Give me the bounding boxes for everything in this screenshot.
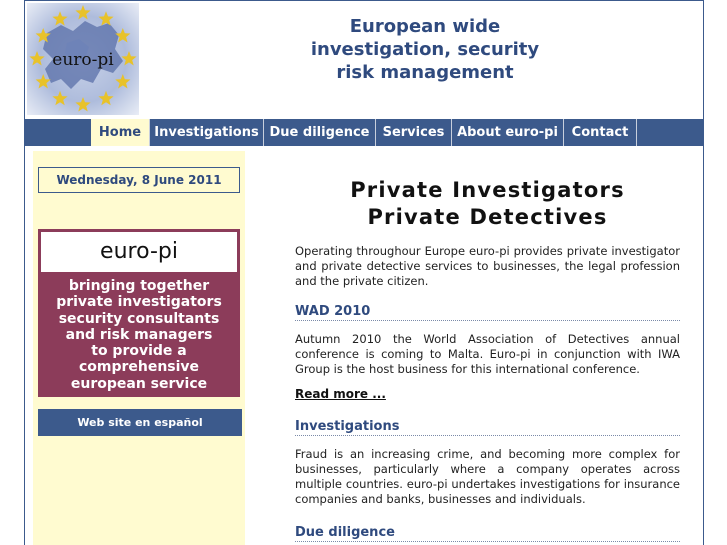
spanish-site-link[interactable]: Web site en español — [38, 409, 242, 436]
section-heading-investigations[interactable]: Investigations — [295, 419, 680, 436]
star-icon — [115, 28, 130, 43]
euro-pi-logo[interactable] — [27, 3, 139, 115]
star-icon — [36, 74, 51, 89]
promo-text — [38, 278, 240, 392]
main-nav — [25, 119, 703, 146]
star-icon — [75, 5, 90, 20]
section-heading-due-diligence[interactable]: Due diligence — [295, 525, 680, 542]
section-text-investigations: Fraud is an increasing crime, and becoming more complex for businesses, particularly where a company operates across multiple countries. euro-pi undertakes investigations for insurance companies and banks, businesses and individuals. — [295, 447, 680, 506]
promo-line: security consultants — [58, 310, 220, 327]
star-icon — [52, 11, 67, 25]
promo-box — [38, 229, 240, 397]
tagline-line: investigation, security — [310, 39, 540, 60]
nav-due-diligence[interactable]: Due diligence — [264, 119, 376, 146]
site-header — [25, 1, 703, 119]
page-title-line: Private Investigators — [350, 178, 625, 202]
tagline-line: risk management — [336, 62, 514, 83]
logo-text: euro-pi — [52, 50, 114, 70]
current-date: Wednesday, 8 June 2011 — [38, 167, 240, 193]
star-icon — [52, 91, 67, 106]
star-icon — [75, 97, 90, 112]
promo-line: bringing together — [68, 278, 210, 294]
promo-line: european service — [70, 375, 208, 392]
nav-contact[interactable]: Contact — [564, 119, 637, 146]
promo-line: and risk managers — [65, 326, 213, 343]
nav-home[interactable]: Home — [91, 119, 149, 146]
promo-line: private investigators — [56, 294, 222, 311]
promo-line: comprehensive — [78, 359, 200, 376]
nav-about[interactable]: About euro-pi — [452, 119, 564, 146]
read-more-link[interactable]: Read more ... — [295, 387, 386, 401]
site-tagline — [275, 15, 575, 84]
page-title — [295, 177, 680, 231]
page-frame — [24, 0, 704, 545]
tagline-line: European wide — [349, 16, 501, 37]
promo-title: euro-pi — [41, 232, 237, 272]
main-content — [295, 151, 680, 542]
nav-investigations[interactable]: Investigations — [149, 119, 264, 146]
promo-line: to provide a — [91, 343, 187, 360]
section-text-wad: Autumn 2010 the World Association of Detectives annual conference is coming to Malta. Euro-pi in conjunction with IWA Group is the host business for this international conference. — [295, 332, 680, 376]
sidebar — [33, 151, 245, 545]
section-heading-wad[interactable]: WAD 2010 — [295, 304, 680, 321]
star-icon — [115, 74, 130, 89]
page-title-line: Private Detectives — [367, 205, 608, 229]
star-icon — [36, 28, 51, 43]
nav-services[interactable]: Services — [376, 119, 452, 146]
intro-paragraph: Operating throughour Europe euro-pi provides private investigator and private detective services to businesses, the legal profession and the private citizen. — [295, 244, 680, 288]
star-icon — [98, 91, 113, 106]
star-icon — [98, 11, 113, 25]
